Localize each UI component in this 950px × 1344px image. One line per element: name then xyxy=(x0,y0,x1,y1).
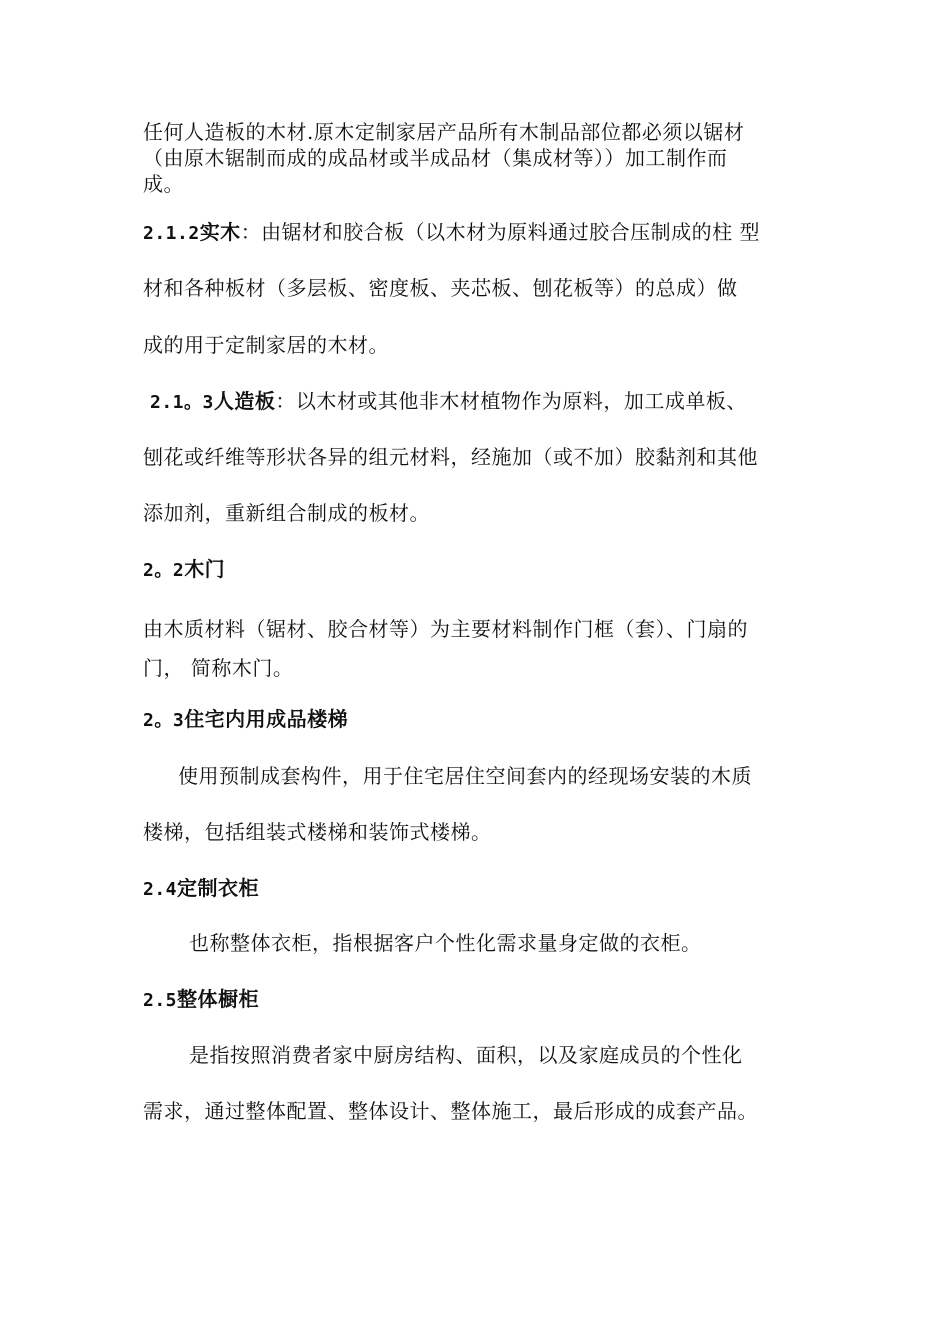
paragraph-line xyxy=(143,276,738,300)
section-number: 2.1.2 xyxy=(143,223,200,244)
text: 成。 xyxy=(143,172,184,196)
text: 楼梯，包括组装式楼梯和装饰式楼梯。 xyxy=(143,820,492,844)
paragraph-line xyxy=(143,1099,758,1123)
text: 添加剂，重新组合制成的板材。 xyxy=(143,501,430,525)
definition-solid-wood xyxy=(143,220,760,246)
text: 门， 简称木门。 xyxy=(143,656,294,680)
text: 需求，通过整体配置、整体设计、整体施工，最后形成的成套产品。 xyxy=(143,1099,758,1123)
paragraph-line xyxy=(143,333,389,357)
text: ：以木材或其他非木材植物作为原料，加工成单板、 xyxy=(275,389,747,413)
paragraph-line xyxy=(143,501,430,525)
section-title: 木门 xyxy=(184,557,226,581)
section-heading-wardrobe xyxy=(143,876,259,902)
paragraph-line xyxy=(143,656,293,680)
text: 刨花或纤维等形状各异的组元材料，经施加（或不加）胶黏剂和其他 xyxy=(143,445,758,469)
section-number: 2.5 xyxy=(143,990,178,1011)
paragraph-line xyxy=(189,1043,743,1067)
paragraph-line xyxy=(189,931,702,955)
paragraph-line xyxy=(143,820,492,844)
section-number: 2.1。3 xyxy=(150,392,214,413)
paragraph-line xyxy=(178,764,752,788)
section-heading-wood-door xyxy=(143,557,225,583)
term: 人造板 xyxy=(213,389,276,413)
text: 任何人造板的木材.原木定制家居产品所有木制品部位都必须以锯材 xyxy=(143,120,745,144)
section-number: 2。3 xyxy=(143,710,185,731)
text: 也称整体衣柜，指根据客户个性化需求量身定做的衣柜。 xyxy=(189,931,702,955)
text: （由原木锯制而成的成品材或半成品材（集成材等））加工制作而 xyxy=(143,146,728,170)
paragraph-line xyxy=(143,146,728,170)
section-heading-kitchen-cabinet xyxy=(143,987,259,1013)
section-title: 整体橱柜 xyxy=(177,987,260,1011)
section-title: 住宅内用成品楼梯 xyxy=(184,707,349,731)
text: 材和各种板材（多层板、密度板、夹芯板、刨花板等）的总成）做 xyxy=(143,276,738,300)
text: 使用预制成套构件，用于住宅居住空间套内的经现场安装的木质 xyxy=(178,764,752,788)
section-title: 定制衣柜 xyxy=(177,876,260,900)
section-heading-stairs xyxy=(143,707,348,733)
text: 成的用于定制家居的木材。 xyxy=(143,333,389,357)
section-number: 2。2 xyxy=(143,560,185,581)
paragraph-line xyxy=(143,172,184,196)
text: 是指按照消费者家中厨房结构、面积，以及家庭成员的个性化 xyxy=(189,1043,743,1067)
paragraph-line xyxy=(143,445,758,469)
text: ：由锯材和胶合板（以木材为原料通过胶合压制成的柱 型 xyxy=(240,220,761,244)
paragraph-line xyxy=(143,120,744,144)
term: 实木 xyxy=(199,220,241,244)
definition-wood-panel xyxy=(150,389,747,415)
section-number: 2.4 xyxy=(143,879,178,900)
paragraph-line xyxy=(143,617,748,641)
text: 由木质材料（锯材、胶合材等）为主要材料制作门框（套）、门扇的 xyxy=(143,617,748,641)
